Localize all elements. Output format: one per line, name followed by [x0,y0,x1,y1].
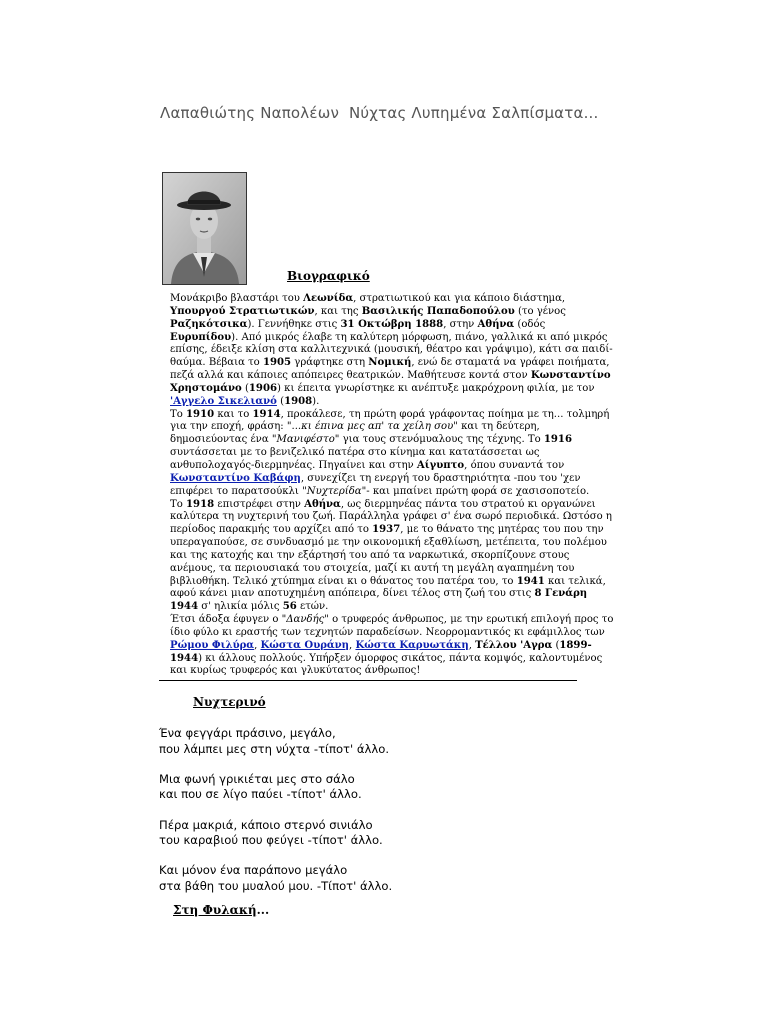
poem-title: Νυχτερινό [193,695,266,709]
poem-stanza [159,863,579,894]
bold-text: Ραζηκότσικα [170,318,248,330]
bold-text: 1914 [252,408,281,420]
biography-heading: Βιογραφικό [287,269,370,283]
bold-text: Αθήνα [477,318,515,330]
bold-text: 8 Γενάρη 1944 [170,588,588,613]
italic-text: Νυχτερίδα [306,485,362,497]
text-run: , προκάλεσε, τη πρώτη φορά γράφοντας ποίημα με τη... τολμηρή για την εποχή, φράση: "... [170,408,610,433]
poem-line: που λάμπει μες στη νύχτα -τίποτ' άλλο. [159,741,390,756]
text-run: , όπου συναντά τον [464,459,565,471]
bold-text: Αίγυπτο [416,459,465,471]
poem-line: στα βάθη του μυαλού μου. -Τίποτ' άλλο. [159,878,393,893]
text-run: " ο τρυφερός άνθρωπος, με την ερωτική επιλογή προς το ίδιο φύλο κι εραστής των τεχνητών παραδείσων. Νεορρομαντικός κι εφάμιλλος των [170,614,614,638]
biography-paragraph [159,409,614,499]
text-run: , [349,639,356,651]
text-run: ). Γεννήθηκε στις [247,318,341,330]
bold-text: Υπουργού Στρατιωτικών [170,305,315,317]
page-title: Λαπαθιώτης Ναπολέων Νύχτας Λυπημένα Σαλπίσματα... [160,104,599,122]
biography-link[interactable]: Ρώμου Φιλύρα [170,639,255,651]
bold-text: 1916 [543,434,572,446]
poem-line: και που σε λίγο παύει -τίποτ' άλλο. [159,787,362,802]
bold-text: 1937 [372,524,401,536]
biography-link[interactable]: Κωνσταντίνο Καβάφη [170,472,301,484]
italic-text: κι έπινα μες απ' τα χείλη σου [301,421,454,433]
text-run: Μονάκριβο βλαστάρι του [170,293,304,304]
text-run: , [468,639,476,651]
bold-text: 31 Οκτώβρη 1888 [340,318,444,330]
next-poem-link[interactable]: Στη Φυλακή [173,903,257,917]
bold-text: 1899-1944 [170,639,592,664]
biography-paragraph [159,293,614,409]
bold-text: Νομική [368,357,412,369]
text-run: και τελικά, αφού κάνει μιαν αποτυχημένη απόπειρα, δίνει τέλος στη ζωή του στις [170,575,606,600]
text-run: (το γένος [514,305,566,317]
bold-text: 1905 [262,357,292,369]
bold-text: 1918 [186,498,215,510]
bold-text: 1941 [516,575,545,587]
poem-line: Μια φωνή γρικιέται μες στο σάλο [159,771,355,786]
bold-text: Τέλλου 'Αγρα [475,639,553,651]
biography-paragraph [159,614,614,678]
separator-line [159,680,577,681]
text-run: Το [170,498,187,510]
poem-line: του καραβιού που φεύγει -τίποτ' άλλο. [159,833,383,848]
biography-link[interactable]: Κώστα Καρυωτάκη [355,639,469,651]
text-run: , στην [443,318,478,330]
text-run: Το [170,408,187,420]
text-run: , [254,639,261,651]
text-run: ( [552,639,560,651]
author-portrait-image [163,173,246,284]
text-run: ( [241,382,249,394]
bold-text: Κωνσταντίνο Χρηστομάνο [170,370,611,394]
poem-stanza [159,818,579,849]
poem-line: Πέρα μακριά, κάποιο στερνό σινιάλο [159,817,373,832]
poem-stanza [159,726,579,757]
bold-text: Λεωνίδα [303,293,354,304]
biography-link[interactable]: 'Αγγελο Σικελιανό [170,395,277,407]
text-run: "- και μπαίνει πρώτη φορά σε χασισοποτείο. [361,485,590,497]
text-run: συντάσσεται με το βενιζελικό πατέρα στο κίνημα και κατατάσσεται ως ανθυπολοχαγός-διερμηνέας. Πηγαίνει και στην [170,447,540,471]
text-run: " και τη δεύτερη, δημοσιεύοντας ένα " [170,421,540,446]
text-run: σ' ηλικία μόλις [198,601,283,613]
bold-text: 56 [282,601,297,613]
bold-text: Αθήνα [304,498,341,510]
text-run: ετών. [296,601,329,613]
text-run: , στρατιωτικού και για κάποιο διάστημα, [353,293,566,304]
poem-body [159,726,579,909]
bold-text: 1908 [284,395,313,407]
italic-text: Δανδής [286,614,325,626]
text-run: , ενώ δε σταματά να γράφει ποιήματα, πεζά αλλά και κάποιες απόπειρες θεατρικών. Μαθήτευσε κοντά στον [170,357,610,382]
bold-text: Ευρυπίδου [170,331,232,343]
text-run: επιστρέφει στην [214,498,305,510]
text-run: , ως διερμηνέας πάντα του στρατού κι οργανώνει καλύτερα τη νυχτερινή του ζωή. Παράλληλα γράφει σ' ένα σωρό περιοδικά. Ωστόσο η περίοδος παρακμής του αρχίζει από το [170,498,612,536]
text-run: Έτσι άδοξα έφυγεν ο " [170,614,287,626]
text-run: " για τους στενόμυαλους της τέχνης. Το [334,434,544,446]
text-run: (οδός [514,318,546,330]
text-run: και το [214,408,253,420]
text-run: ). Από μικρός έλαβε τη καλύτερη μόρφωση, πιάνο, γαλλικά κι από μικρός επίσης, έδειξε κλίση στα καλλιτεχνικά (μουσική, θέατρο και γράψιμο), κάτι σα παιδί-θαύμα. Βέβαια το [170,331,613,369]
text-run: , συνεχίζει τη ενεργή του δραστηριότητα -που του 'χεν επιφέρει το παρατσούκλι " [170,472,581,497]
bold-text: Βασιλικής Παπαδοπούλου [361,305,515,317]
poem-line: Ένα φεγγάρι πράσινο, μεγάλο, [159,726,336,740]
bold-text: 1906 [248,382,277,394]
text-run: ). [312,395,320,407]
text-run: , με το θάνατο της μητέρας του που την υπεραγαπούσε, σε συνδυασμό με την οικονομική εξαθλίωση, μετέπειτα, του πολέμου και της κατοχής και την εξάρτησή του από τα ναρκωτικά, σκορπίζουνε στους ανέμους, τα περιουσιακά του στοιχεία, μαζί κι αυτή τη μεγάλη αγαπημένη του βιβλιοθήκη. Τελικό χτύπημα είναι κι ο θάνατος του πατέρα του, το [170,524,607,587]
next-poem-ellipsis: ... [256,903,270,917]
text-run: γράφτηκε στη [291,357,369,369]
italic-text: Μανιφέστο [276,434,335,446]
poem-line: Και μόνον ένα παράπονο μεγάλο [159,863,348,878]
poem-stanza [159,772,579,803]
text-run: ( [276,395,285,407]
biography-text [159,293,614,678]
author-portrait [162,172,247,285]
text-run: ) κι έπειτα γνωρίστηκε κι ανέπτυξε μακρόχρονη φιλία, με τον [277,382,595,394]
next-poem-heading [173,903,269,917]
biography-link[interactable]: Κώστα Ουράνη [260,639,350,651]
text-run: ) κι άλλους πολλούς. Υπήρξεν όμορφος σικάτος, πάντα κομψός, καλοντυμένος και κυρίως τρυφερός και γλυκύτατος άνθρωπος! [170,652,603,677]
text-run: , και της [314,305,362,317]
bold-text: 1910 [186,408,215,420]
biography-paragraph [159,499,614,615]
